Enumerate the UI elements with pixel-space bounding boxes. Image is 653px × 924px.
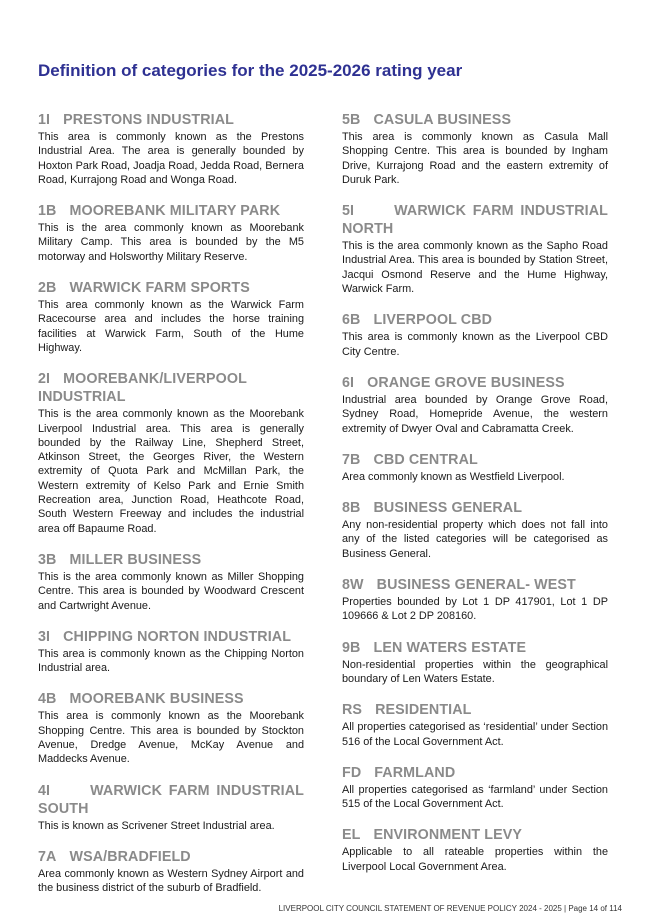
category-code: FD	[342, 764, 362, 781]
category-code: 4I	[38, 782, 51, 799]
right-column	[342, 111, 608, 889]
category-heading	[342, 111, 608, 129]
category-description: All properties categorised as ‘residential’ under Section 516 of the Local Government Act.	[342, 721, 608, 748]
category-description: This is the area commonly known as Moorebank Military Camp. This area is bounded by the M5 motorway and Holsworthy Military Reserve.	[38, 222, 304, 263]
category-heading	[342, 764, 608, 782]
category-code: 7A	[38, 848, 57, 865]
category-7a	[38, 848, 304, 896]
category-name: ORANGE GROVE BUSINESS	[367, 374, 565, 391]
page-footer: LIVERPOOL CITY COUNCIL STATEMENT OF REVENUE POLICY 2024 - 2025 | Page 14 of 114	[278, 904, 622, 913]
category-1b	[38, 202, 304, 264]
category-1i	[38, 111, 304, 187]
category-code: 2B	[38, 280, 57, 297]
category-description: This area is commonly known as the Chipping Norton Industrial area.	[38, 647, 304, 675]
category-6b	[342, 311, 608, 359]
category-heading	[38, 279, 304, 297]
category-description: Area commonly known as Western Sydney Airport and the business district of the suburb of Bradfield.	[38, 867, 304, 895]
category-3i	[38, 628, 304, 676]
category-heading	[38, 551, 304, 569]
category-heading	[38, 370, 304, 406]
category-4i	[38, 782, 304, 833]
category-name: WARWICK FARM INDUSTRIAL NORTH	[342, 203, 609, 238]
category-code: 8B	[342, 500, 361, 517]
category-5b	[342, 111, 608, 187]
category-heading	[38, 782, 304, 818]
category-name: BUSINESS GENERAL- WEST	[376, 577, 576, 594]
category-description: Applicable to all rateable properties within the Liverpool Local Government Area.	[342, 846, 608, 873]
category-description: This is the area commonly known as the Sapho Road Industrial Area. This area is bounded by Station Street, Jacqui Osmond Reserve and the Hume Highway, Warwick Farm.	[342, 240, 608, 296]
category-heading	[342, 374, 608, 392]
category-heading	[38, 111, 304, 129]
category-code: RS	[342, 702, 363, 719]
category-name: CASULA BUSINESS	[373, 112, 512, 128]
category-heading	[342, 202, 608, 238]
category-name: RESIDENTIAL	[375, 702, 472, 719]
category-name: MOOREBANK/LIVERPOOL INDUSTRIAL	[38, 371, 247, 406]
category-code: 9B	[342, 639, 361, 656]
category-heading	[342, 451, 608, 469]
category-name: MILLER BUSINESS	[69, 551, 202, 568]
category-name: PRESTONS INDUSTRIAL	[63, 112, 234, 128]
category-description: This area is commonly known as Casula Mall Shopping Centre. This area is bounded by Ingham Drive, Kurrajong Road and the eastern extremity of Duruk Park.	[342, 131, 608, 186]
category-code: 3I	[38, 628, 51, 645]
category-code: 3B	[38, 551, 57, 568]
category-name: WARWICK FARM INDUSTRIAL SOUTH	[38, 782, 305, 817]
category-fd	[342, 764, 608, 812]
category-heading	[38, 690, 304, 708]
category-code: 5I	[342, 203, 355, 220]
page-title: Definition of categories for the 2025-2026 rating year	[38, 61, 463, 80]
category-heading	[38, 628, 304, 646]
category-description: Non-residential properties within the geographical boundary of Len Waters Estate.	[342, 658, 608, 685]
category-code: 6B	[342, 312, 361, 329]
category-code: 2I	[38, 371, 51, 388]
category-8b	[342, 499, 608, 561]
category-name: LEN WATERS ESTATE	[373, 639, 527, 656]
category-heading	[342, 826, 608, 844]
category-heading	[38, 202, 304, 220]
category-code: 1I	[38, 112, 51, 128]
category-heading	[342, 701, 608, 719]
category-name: BUSINESS GENERAL	[373, 500, 523, 517]
category-heading	[342, 311, 608, 329]
category-code: EL	[342, 827, 361, 844]
category-name: LIVERPOOL CBD	[373, 312, 493, 329]
category-rs	[342, 701, 608, 749]
category-el	[342, 826, 608, 874]
category-7b	[342, 451, 608, 484]
category-description: This area is commonly known as the Liverpool CBD City Centre.	[342, 331, 608, 358]
category-description: All properties categorised as ‘farmland’ under Section 515 of the Local Government Act.	[342, 783, 608, 811]
category-2i	[38, 370, 304, 536]
category-code: 4B	[38, 691, 57, 708]
category-name: WSA/BRADFIELD	[69, 848, 191, 865]
category-description: This is known as Scrivener Street Industrial area.	[38, 819, 275, 832]
category-heading	[342, 499, 608, 517]
category-description: This area commonly known as the Warwick Farm Racecourse area and includes the horse training facilities at Warwick Farm, South of the Hume Highway.	[38, 299, 304, 354]
category-heading	[342, 639, 608, 657]
category-description: This is the area commonly known as Miller Shopping Centre. This area is bounded by Woodward Crescent and Cartwright Avenue.	[38, 570, 304, 612]
category-2b	[38, 279, 304, 355]
category-name: CHIPPING NORTON INDUSTRIAL	[63, 628, 292, 645]
left-column	[38, 111, 304, 911]
category-5i	[342, 202, 608, 296]
category-3b	[38, 551, 304, 613]
category-name: MOOREBANK MILITARY PARK	[69, 203, 281, 220]
category-code: 7B	[342, 451, 361, 468]
category-code: 8W	[342, 577, 364, 594]
category-9b	[342, 639, 608, 687]
category-name: MOOREBANK BUSINESS	[69, 691, 244, 708]
category-name: FARMLAND	[374, 764, 456, 781]
category-heading	[38, 848, 304, 866]
category-description: This is the area commonly known as the Moorebank Liverpool Industrial area. This area is generally bounded by the Railway Line, Shepherd Street, Atkinson Street, the Georges River, the Western extremity of Quota Park and McMillan Park, the Western extremity of Kelso Park and Ernie Smith Recreation area, Junction Road, Heathcote Road, South Western Freeway and includes the industrial area off Bapaume Road.	[38, 408, 304, 535]
category-heading	[342, 576, 608, 594]
category-name: ENVIRONMENT LEVY	[373, 827, 523, 844]
category-description: Any non-residential property which does not fall into any of the listed categories will be categorised as Business General.	[342, 519, 608, 560]
category-code: 6I	[342, 374, 355, 391]
category-name: WARWICK FARM SPORTS	[69, 280, 250, 297]
category-code: 1B	[38, 203, 57, 220]
category-description: This area is commonly known as the Prestons Industrial Area. The area is generally bounded by Hoxton Park Road, Joadja Road, Jedda Road, Bernera Road, Kurrajong Road and Wonga Road.	[38, 131, 304, 186]
category-description: Area commonly known as Westfield Liverpool.	[342, 470, 565, 483]
category-description: Properties bounded by Lot 1 DP 417901, Lot 1 DP 109666 & Lot 2 DP 208160.	[342, 596, 608, 623]
category-8w	[342, 576, 608, 624]
category-6i	[342, 374, 608, 436]
category-4b	[38, 690, 304, 766]
category-code: 5B	[342, 112, 361, 128]
category-description: Industrial area bounded by Orange Grove Road, Sydney Road, Homepride Avenue, the western extremity of Dwyer Oval and Cabramatta Creek.	[342, 393, 608, 435]
category-name: CBD CENTRAL	[373, 451, 478, 468]
category-description: This area is commonly known as the Moorebank Shopping Centre. This area is bounded by Stockton Avenue, Dredge Avenue, McKay Avenue and Maddecks Avenue.	[38, 710, 304, 766]
